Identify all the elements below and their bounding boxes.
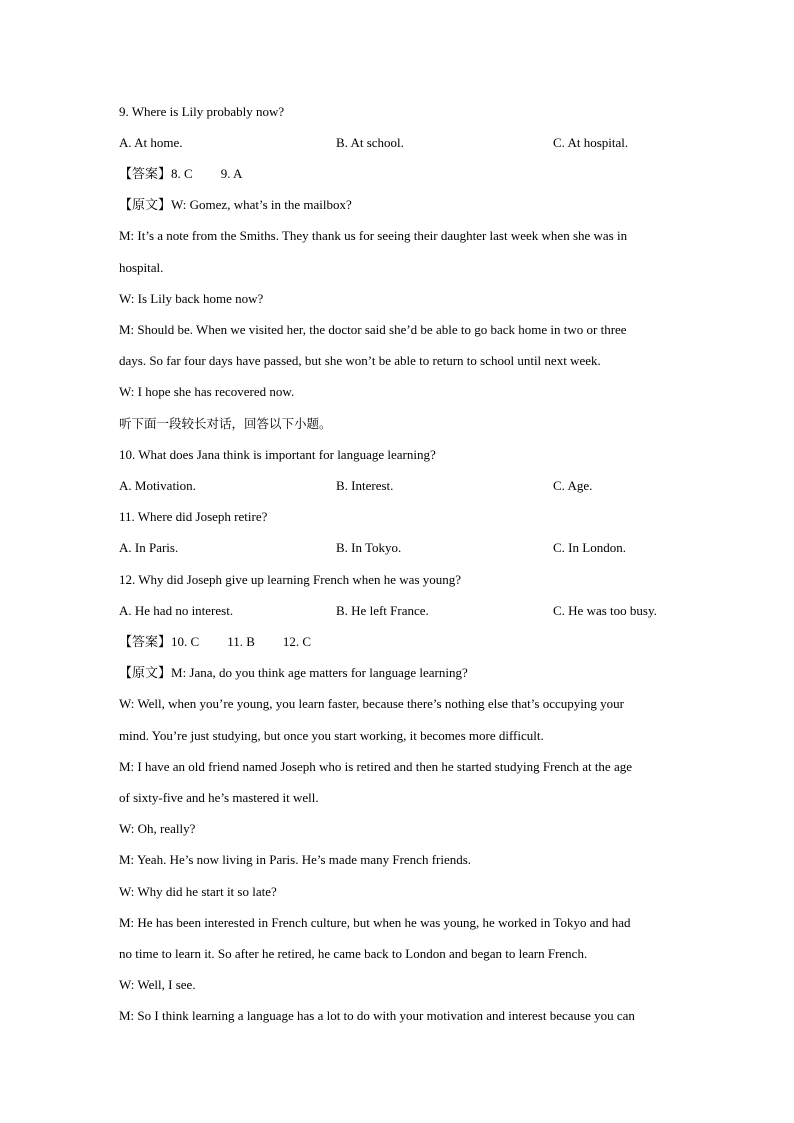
transcript-line: W: Well, I see. [119,977,196,992]
q12-option-b: B. He left France. [336,603,429,618]
q10-option-a: A. Motivation. [119,478,196,493]
transcript-text: W: Gomez, what’s in the mailbox? [171,197,352,212]
answer-label: 【答案】 [119,167,172,182]
q9-option-b: B. At school. [336,135,404,150]
transcript-line: M: Yeah. He’s now living in Paris. He’s made many French friends. [119,852,472,867]
transcript-line: days. So far four days have passed, but she won’t be able to return to school until next week. [119,353,601,368]
transcript-line: of sixty-five and he’s mastered it well. [119,790,319,805]
transcript-line: W: Well, when you’re young, you learn faster, because there’s nothing else that’s occupying your [119,696,624,711]
transcript-line: W: Is Lily back home now? [119,291,264,306]
transcript-line: M: So I think learning a language has a lot to do with your motivation and interest because you can [119,1008,635,1023]
q12-option-a: A. He had no interest. [119,603,234,618]
transcript-line: M: I have an old friend named Joseph who is retired and then he started studying French at the age [119,759,632,774]
question-11: 11. Where did Joseph retire? [119,509,268,524]
transcript-text: M: Jana, do you think age matters for language learning? [171,665,468,680]
q12-option-c: C. He was too busy. [553,603,657,618]
answer-item: 8. C [171,166,193,181]
question-10: 10. What does Jana think is important for language learning? [119,447,436,462]
q9-option-c: C. At hospital. [553,135,629,150]
transcript-label: 【原文】 [119,198,172,213]
answer-line-2 [119,634,679,651]
question-9: 9. Where is Lily probably now? [119,104,285,119]
transcript-line: mind. You’re just studying, but once you start working, it becomes more difficult. [119,728,544,743]
answer-item: 11. B [227,634,255,649]
q11-option-b: B. In Tokyo. [336,540,402,555]
transcript-line: M: He has been interested in French culture, but when he was young, he worked in Tokyo and had [119,915,631,930]
q11-option-a: A. In Paris. [119,540,179,555]
q9-option-a: A. At home. [119,135,183,150]
q11-option-c: C. In London. [553,540,626,555]
answer-item: 12. C [282,634,312,649]
transcript-line: no time to learn it. So after he retired, he came back to London and began to learn French. [119,946,588,961]
transcript-line [119,197,679,214]
transcript-line: M: Should be. When we visited her, the doctor said she’d be able to go back home in two or three [119,322,627,337]
transcript-line [119,665,679,682]
transcript-line: W: Oh, really? [119,821,196,836]
question-12: 12. Why did Joseph give up learning French when he was young? [119,572,462,587]
transcript-line: W: Why did he start it so late? [119,884,277,899]
transcript-line: hospital. [119,260,164,275]
answer-item: 10. C [171,634,200,649]
answer-item: 9. A [220,166,243,181]
transcript-line: M: It’s a note from the Smiths. They thank us for seeing their daughter last week when she was in [119,228,628,243]
answer-label: 【答案】 [119,635,172,650]
section-instruction: 听下面一段较长对话，回答以下小题。 [119,416,332,431]
answer-line-1 [119,166,679,183]
transcript-label: 【原文】 [119,666,172,681]
transcript-line: W: I hope she has recovered now. [119,384,295,399]
q10-option-c: C. Age. [553,478,593,493]
q10-option-b: B. Interest. [336,478,394,493]
